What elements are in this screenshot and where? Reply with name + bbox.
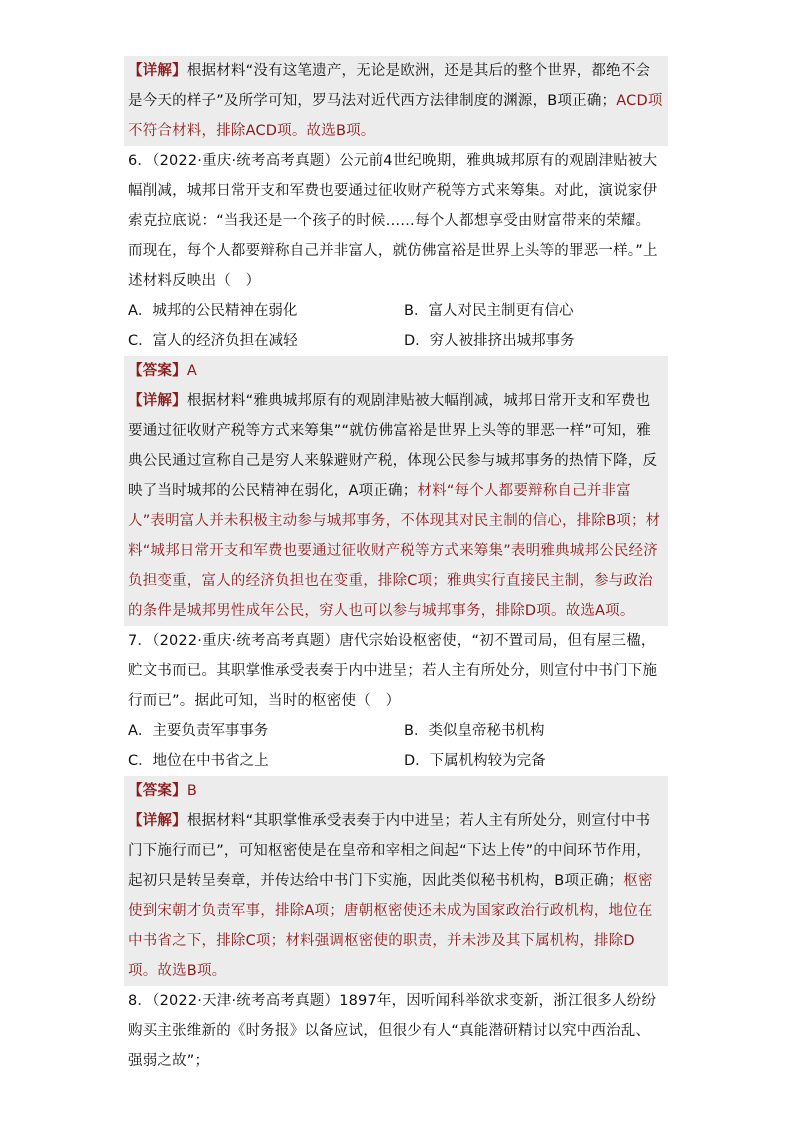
explain-label: 【详解】 — [128, 393, 187, 409]
question-7 — [128, 626, 664, 716]
question-stem: 7．（2022·重庆·统考高考真题）唐代宗始设枢密使，“初不置司局，但有屋三楹，贮文书而已。其职掌惟承受表奏于内中进呈；若人主有所处分，则宣付中书门下施行而已”。据此可知，当时的枢密使（ ） — [128, 633, 658, 709]
question-8 — [128, 986, 664, 1076]
option-c: C．富人的经济负担在减轻 — [128, 333, 298, 349]
answer-value: A — [186, 363, 197, 379]
explanation-q5 — [124, 56, 668, 146]
option-d: D．下属机构较为完备 — [404, 753, 546, 769]
option-d: D．穷人被排挤出城邦事务 — [404, 333, 575, 349]
explain-label: 【详解】 — [128, 63, 187, 79]
explain-text-red: ACD项不符合材料，排除ACD项。故选B项。 — [128, 93, 663, 139]
explain-label: 【详解】 — [128, 813, 187, 829]
option-b: B．类似皇帝秘书机构 — [404, 723, 545, 739]
option-c: C．地位在中书省之上 — [128, 753, 269, 769]
answer-q6 — [124, 356, 668, 386]
document-page — [128, 56, 664, 1076]
question-stem: 8．（2022·天津·统考高考真题）1897年，因听闻科举欲求变新，浙江很多人纷纷购买主张维新的《时务报》以备应试，但很少有人“真能潜研精讨以究中西治乱、强弱之故”； — [128, 993, 657, 1069]
answer-label: 【答案】 — [128, 363, 187, 379]
explain-text: 根据材料“雅典城邦原有的观剧津贴被大幅削减，城邦日常开支和军费也要通过征收财产税等方式来筹集”“就仿佛富裕是世界上头等的罪恶一样”可知，雅典公民通过宣称自己是穷人来躲避财产税，体现公民参与城邦事务的热情下降，反映了当时城邦的公民精神在弱化，A项正确； — [128, 393, 658, 499]
answer-q7 — [124, 776, 668, 806]
question-stem: 6．（2022·重庆·统考高考真题）公元前4世纪晚期，雅典城邦原有的观剧津贴被大幅削减，城邦日常开支和军费也要通过征收财产税等方式来筹集。对此，演说家伊索克拉底说：“当我还是一个孩子的时候……每个人都想享受由财富带来的荣耀。而现在，每个人都要辩称自己并非富人，就仿佛富裕是世界上头等的罪恶一样。”上述材料反映出（ ） — [128, 153, 658, 289]
options-q7 — [128, 716, 664, 776]
options-q6 — [128, 296, 664, 356]
explain-text: 根据材料“没有这笔遗产，无论是欧洲，还是其后的整个世界，都绝不会是今天的样子”及所学可知，罗马法对近代西方法律制度的渊源，B项正确； — [128, 63, 651, 109]
question-6 — [128, 146, 664, 296]
option-a: A．主要负责军事事务 — [128, 723, 269, 739]
option-a: A．城邦的公民精神在弱化 — [128, 303, 298, 319]
explanation-q7 — [124, 806, 668, 986]
option-b: B．富人对民主制更有信心 — [404, 303, 574, 319]
explain-text-red: 枢密使到宋朝才负责军事，排除A项；唐朝枢密使还未成为国家政治行政机构，地位在中书省之下，排除C项；材料强调枢密使的职责，并未涉及其下属机构，排除D项。故选B项。 — [128, 873, 653, 979]
explanation-q6 — [124, 386, 668, 626]
answer-value: B — [186, 783, 197, 799]
explain-text-red: 材料“每个人都要辩称自己并非富人”表明富人并未积极主动参与城邦事务，不体现其对民主制的信心，排除B项；材料“城邦日常开支和军费也要通过征收财产税等方式来筹集”表明雅典城邦公民经济负担变重，富人的经济负担也在变重，排除C项；雅典实行直接民主制，参与政治的条件是城邦男性成年公民，穷人也可以参与城邦事务，排除D项。故选A项。 — [128, 483, 661, 619]
answer-label: 【答案】 — [128, 783, 187, 799]
explain-text: 根据材料“其职掌惟承受表奏于内中进呈；若人主有所处分，则宣付中书门下施行而已”，可知枢密使是在皇帝和宰相之间起“下达上传”的中间环节作用，起初只是转呈奏章，并传达给中书门下实施，因此类似秘书机构，B项正确； — [128, 813, 651, 889]
